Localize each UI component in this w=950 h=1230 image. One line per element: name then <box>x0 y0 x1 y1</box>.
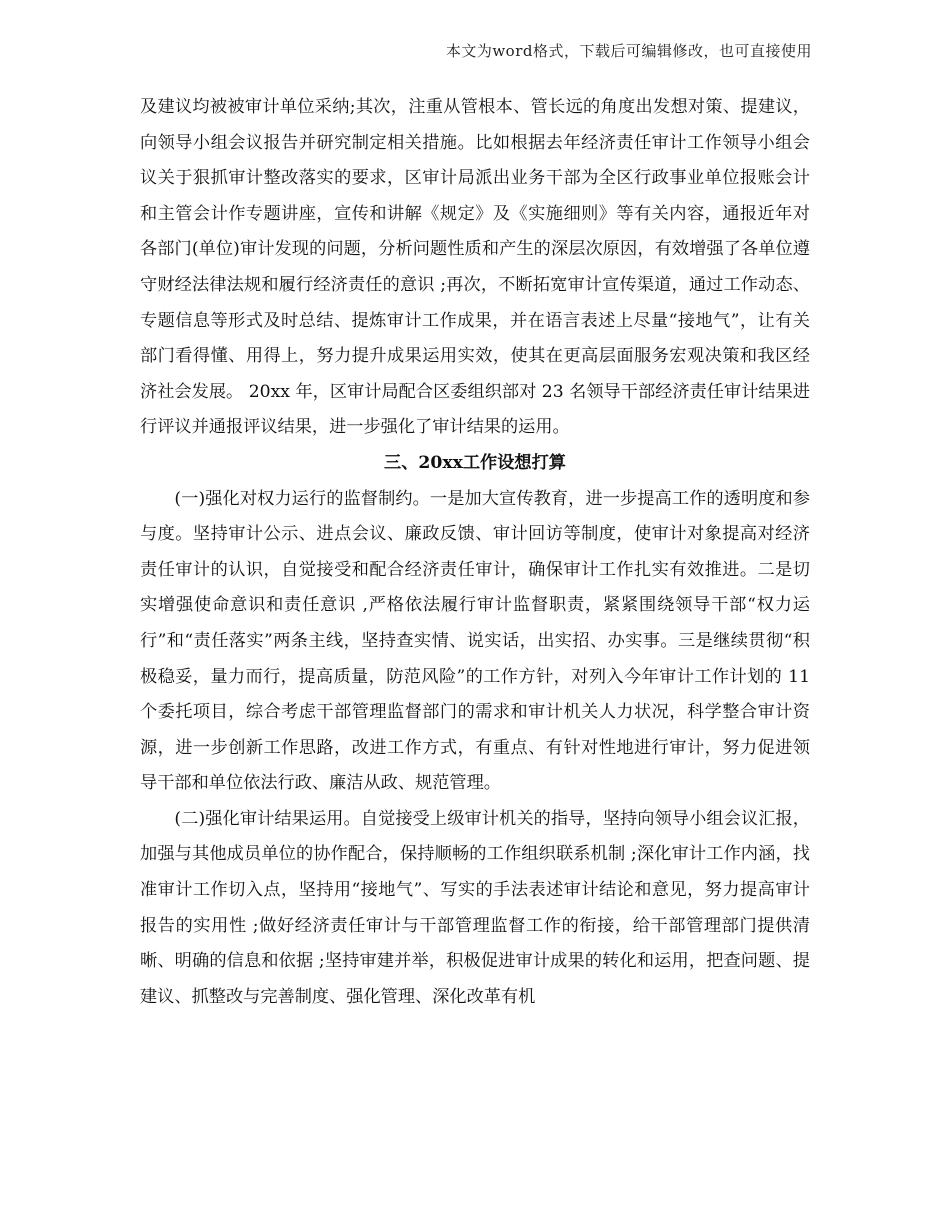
paragraph-intro: 及建议均被被审计单位采纳;其次，注重从管根本、管长远的角度出发想对策、提建议，向领导小组会议报告并研究制定相关措施。比如根据去年经济责任审计工作领导小组会议关于狠抓审计整改落实的要求，区审计局派出业务干部为全区行政事业单位报账会计和主管会计作专题讲座，宣传和讲解《规定》及《实施细则》等有关内容，通报近年对各部门(单位)审计发现的问题，分析问题性质和产生的深层次原因，有效增强了各单位遵守财经法律法规和履行经济责任的意识 ;再次，不断拓宽审计宣传渠道，通过工作动态、专题信息等形式及时总结、提炼审计工作成果，并在语言表述上尽量“接地气”，让有关部门看得懂、用得上，努力提升成果运用实效，使其在更高层面服务宏观决策和我区经济社会发展。 20xx 年，区审计局配合区委组织部对 23 名领导干部经济责任审计结果进行评议并通报评议结果，进一步强化了审计结果的运用。 <box>140 97 810 438</box>
header-note: 本文为word格式，下载后可编辑修改，也可直接使用 <box>445 42 812 60</box>
paragraph-section-2: (二)强化审计结果运用。自觉接受上级审计机关的指导，坚持向领导小组会议汇报，加强与其他成员单位的协作配合，保持顺畅的工作组织联系机制 ;深化审计工作内涵，找准审计工作切入点，坚持用“接地气”、写实的手法表述审计结论和意见，努力提高审计报告的实用性 ;做好经济责任审计与干部管理监督工作的衔接，给干部管理部门提供清晰、明确的信息和依据 ;坚持审建并举，积极促进审计成果的转化和运用，把查问题、提建议、抓整改与完善制度、强化管理、深化改革有机 <box>140 808 810 1007</box>
section-heading: 三、20xx工作设想打算 <box>384 452 566 473</box>
paragraph-section-1: (一)强化对权力运行的监督制约。一是加大宣传教育，进一步提高工作的透明度和参与度。坚持审计公示、进点会议、廉政反馈、审计回访等制度，使审计对象提高对经济责任审计的认识，自觉接受和配合经济责任审计，确保审计工作扎实有效推进。二是切实增强使命意识和责任意识 ,严格依法履行审计监督职责，紧紧围绕领导干部“权力运行”和“责任落实”两条主线，坚持查实情、说实话，出实招、办实事。三是继续贯彻“积极稳妥，量力而行，提高质量，防范风险”的工作方针，对列入今年审计工作计划的 11 个委托项目，综合考虑干部管理监督部门的需求和审计机关人力状况，科学整合审计资源，进一步创新工作思路，改进工作方式，有重点、有针对性地进行审计，努力促进领导干部和单位依法行政、廉洁从政、规范管理。 <box>140 488 810 794</box>
document-body <box>140 90 810 1015</box>
